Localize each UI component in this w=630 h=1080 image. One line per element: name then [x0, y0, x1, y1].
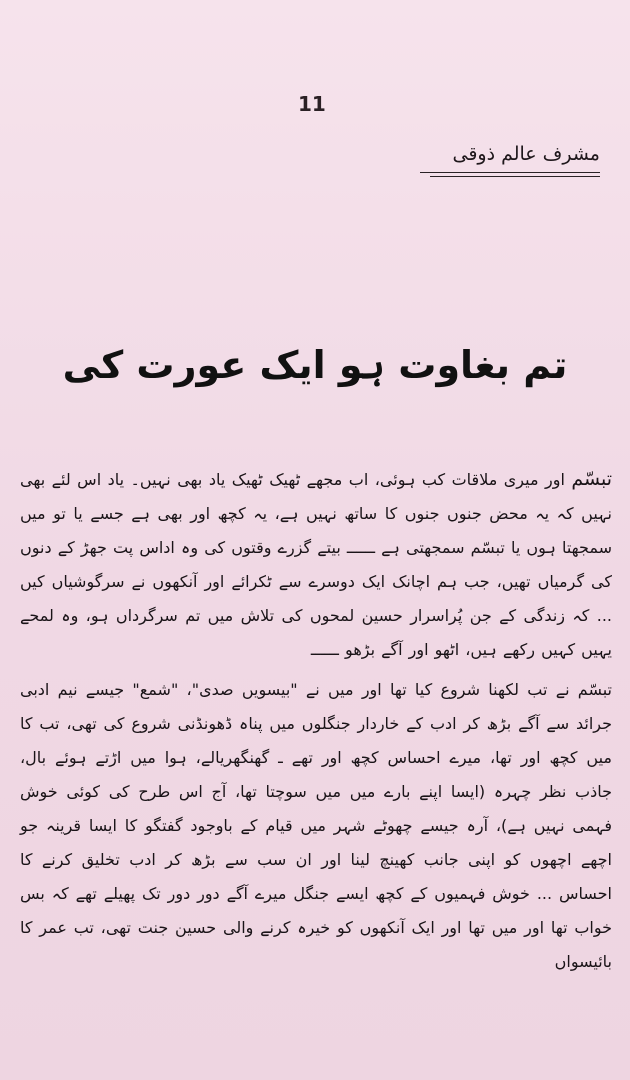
author-underline [420, 172, 600, 173]
opening-word: تبسّم [571, 468, 612, 490]
paragraph-1 [20, 462, 612, 667]
story-body [20, 462, 612, 979]
author-name: مشرف عالم ذوقی [452, 143, 600, 165]
story-title: تم بغاوت ہو ایک عورت کی [62, 343, 568, 387]
page-number: 11 [298, 92, 326, 116]
author-underline-second [430, 176, 600, 177]
paragraph-2: تبسّم نے تب لکھنا شروع کیا تھا اور میں نے "بیسویں صدی"، "شمع" جیسے نیم ادبی جرائد سے آگے بڑھ کر ادب کے خاردار جنگلوں میں پناہ ڈھونڈنی شروع کی تھی، تب کا میں کچھ اور تھا، میرے احساس کچھ اور تھے ـ گھنگھریالے، ہوا میں اڑتے ہوئے بال، جاذب نظر چہرہ (ایسا اپنے بارے میں میں سوچتا تھا، آج اس طرح کی کوئی خوش فہمی نہیں ہے)، آرہ جیسے چھوٹے شہر میں قیام کے باوجود گفتگو کا ایسا قرینہ جو اچھے اچھوں کو اپنی جانب کھینچ لینا اور ان سب سے بڑھ کر ادب تخلیق کرنے کا احساس ... خوش فہمیوں کے کچھ ایسے جنگل میرے آگے دور دور تک پھیلے تھے کہ بس خواب تھا اور میں تھا اور ایک آنکھوں کو خیرہ کرنے والی حسین جنت تھی، تب عمر کا بائیسواں [20, 680, 612, 971]
author-block [420, 140, 600, 177]
paragraph-1-text: اور میری ملاقات کب ہوئی، اب مجھے ٹھیک ٹھیک یاد بھی نہیں۔ یاد اس لئے بھی نہیں کہ یہ محض جنوں جنوں کا ساتھ نہیں ہے، یہ کچھ اور بھی ہے جسے یا تو میں سمجھتا ہوں یا تبسّم سمجھتی ہے ــــــ بیتے گزرے وقتوں کی وہ اداس پت جھڑ کے دنوں کی گرمیاں تھیں، جب ہم اچانک ایک دوسرے سے ٹکرائے اور آنکھوں نے سرگوشیاں کیں ... کہ زندگی کے جن پُراسرار حسین لمحوں کی تلاش میں تم سرگرداں ہو، وہ لمحے یہیں کہیں رکھے ہیں، اٹھو اور آگے بڑھو ــــــ [20, 470, 612, 659]
